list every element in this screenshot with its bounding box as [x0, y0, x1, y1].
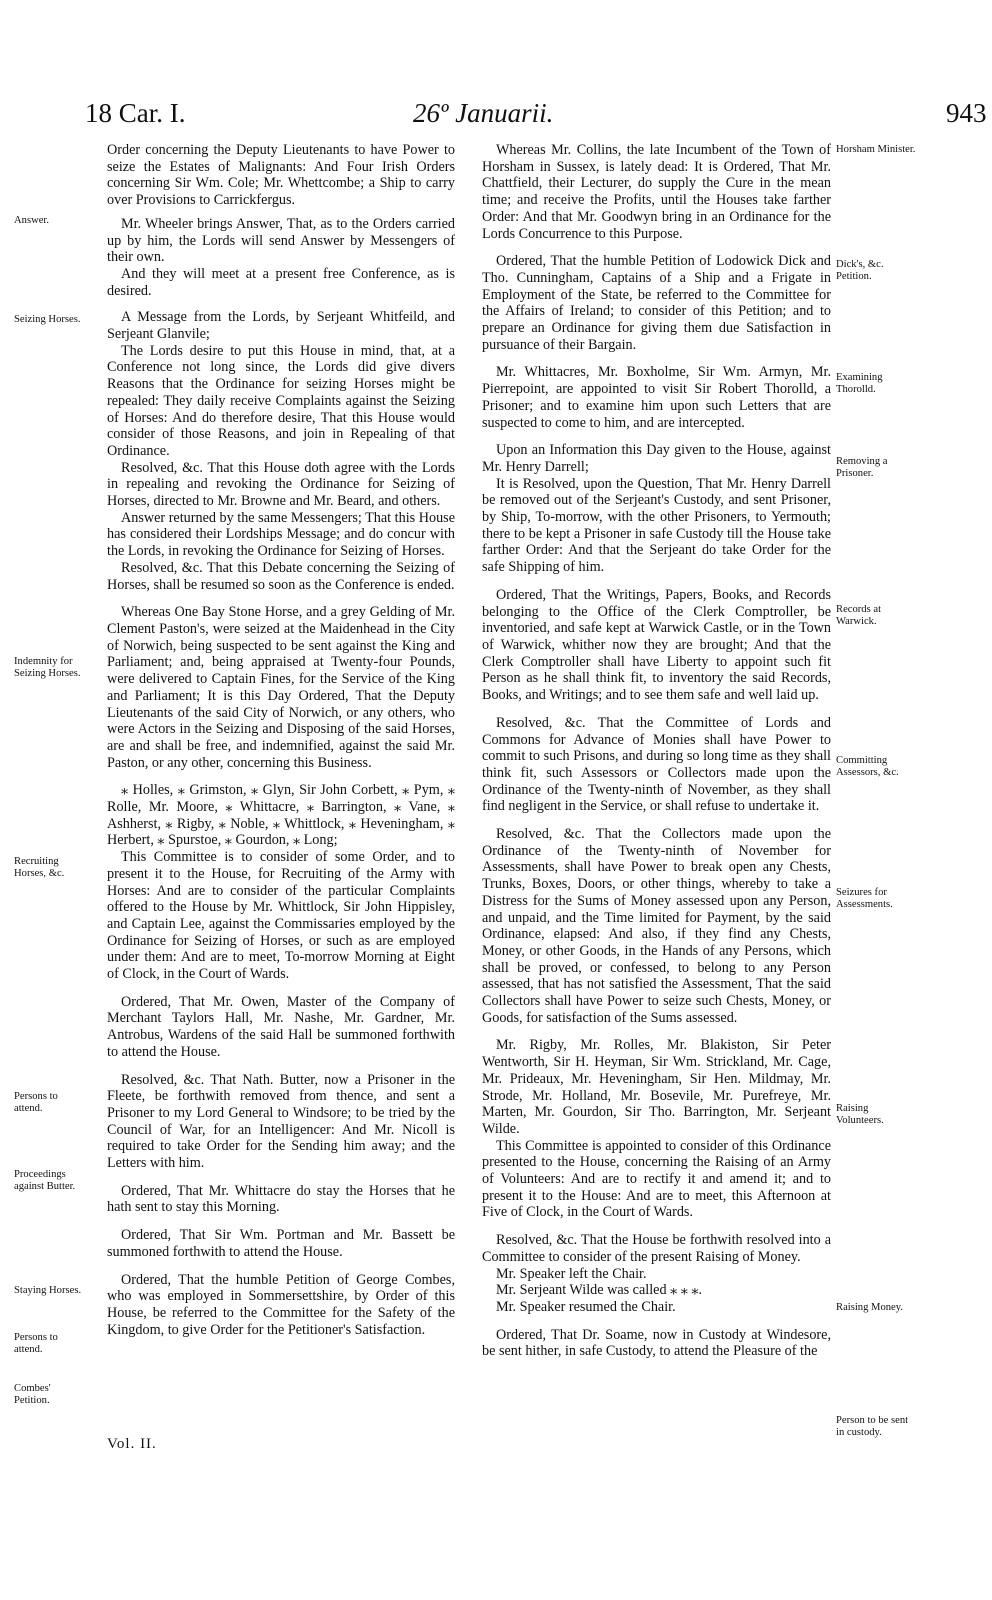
paragraph: Resolved, &c. That this Debate concerning the Seizing of Horses, shall be resumed so soon as the Conference is ended. — [107, 559, 455, 593]
paragraph: Mr. Whittacres, Mr. Boxholme, Sir Wm. Armyn, Mr. Pierrepoint, are appointed to visit Sir Robert Thorolld, a Prisoner; and to examine him upon such Letters that are suspected to come to him, and are intercepted. — [482, 364, 831, 431]
margin-note: Staying Horses. — [14, 1285, 82, 1296]
margin-note: Persons to attend. — [14, 1332, 58, 1356]
paragraph: Ordered, That Mr. Owen, Master of the Company of Merchant Taylors Hall, Mr. Nashe, Mr. Gardner, Mr. Antrobus, Wardens of the said Hall be summoned forthwith to attend the House. — [107, 993, 455, 1060]
margin-note: Persons to attend. — [14, 1091, 58, 1115]
paragraph: Order concerning the Deputy Lieutenants to have Power to seize the Estates of Malignants: And Four Irish Orders concerning Sir Wm. Cole; Mr. Whettcombe; a Ship to carry over Provisions to Carrickfergus. — [107, 142, 455, 209]
margin-note: Committing Assessors, &c. — [836, 755, 899, 779]
paragraph: Mr. Serjeant Wilde was called ⁎ ⁎ ⁎. — [496, 1282, 703, 1299]
paragraph: Ordered, That the Writings, Papers, Books, and Records belonging to the Office of the Clerk Comptroller, be inventoried, and safe kept at Warwick Castle, or in the Town of Warwick, whither now they are brought; And that the Clerk Comptroller shall have Liberty to appoint such fit Person as he shall think fit, to inventory the said Records, Books, and Writings; and to see them safe and well laid up. — [482, 586, 831, 704]
paragraph: Mr. Rigby, Mr. Rolles, Mr. Blakiston, Sir Peter Wentworth, Sir H. Heyman, Sir Wm. Strickland, Mr. Cage, Mr. Prideaux, Mr. Heveningham, Sir Hen. Mildmay, Mr. Strode, Mr. Holland, Mr. Bosevile, Mr. Purefreye, Mr. Marten, Mr. Gourdon, Sir Tho. Barrington, Mr. Serjeant Wilde. — [482, 1037, 831, 1137]
margin-note: Combes' Petition. — [14, 1383, 51, 1407]
margin-note: Examining Thorolld. — [836, 372, 883, 396]
margin-note: Answer. — [14, 215, 50, 226]
paragraph: Resolved, &c. That this House doth agree with the Lords in repealing and revoking the Ordinance for Seizing of Horses, directed to Mr. Browne and Mr. Beard, and others. — [107, 459, 455, 510]
margin-note: Raising Volunteers. — [836, 1103, 884, 1127]
paragraph: It is Resolved, upon the Question, That Mr. Henry Darrell be removed out of the Serjeant's Custody, and sent Prisoner, by Ship, To-morrow, with the other Prisoners, to Yermouth; there to be kept a Prisoner in safe Custody till the House take farther Order: And that the Serjeant do take Order for the safe Shipping of him. — [482, 475, 831, 576]
paragraph: Mr. Wheeler brings Answer, That, as to the Orders carried up by him, the Lords will send Answer by Messengers of their own. — [107, 215, 455, 266]
margin-note: Indemnity for Seizing Horses. — [14, 656, 81, 680]
margin-note: Proceedings against Butter. — [14, 1169, 76, 1193]
paragraph: Whereas Mr. Collins, the late Incumbent of the Town of Horsham in Sussex, is lately dead: It is Ordered, That Mr. Chattfield, their Lecturer, do supply the Cure in the mean time; and receive the Profits, until the Houses take farther Order: And that Mr. Goodwyn bring in an Ordinance for the Lords Concurrence to this Purpose. — [482, 142, 831, 242]
paragraph: Ordered, That Dr. Soame, now in Custody at Windesore, be sent hither, in safe Custody, to attend the Pleasure of the — [482, 1326, 831, 1360]
paragraph: This Committee is to consider of some Order, and to present it to the House, for Recruiting of the Army with Horses: And are to consider of the particular Complaints offered to the House by Mr. Whittlock, Sir John Hippisley, and Captain Lee, against the Commissaries employed by the Ordinance for Seizing of Horses, or such as are employed under them: And are to meet, To-morrow Morning at Eight of Clock, in the Court of Wards. — [107, 849, 455, 983]
page-header — [85, 98, 987, 138]
volume-footer: Vol. II. — [107, 1436, 157, 1452]
paragraph: Resolved, &c. That the Collectors made upon the Ordinance of the Twenty-ninth of November for Assessments, shall have Power to break open any Chests, Trunks, Boxes, Doors, or other things, whereby to take a Distress for the Sums of Money assessed upon any Person, and unpaid, and the Time limited for Payment, by the said Ordinance, elapsed: And also, if they find any Chests, Money, or other Goods, in the Hands of any Persons, which shall be proved, or confessed, to belong to any Person assessed, that has not satisfied the Assessment, That the said Collectors shall have Power to seize such Chests, Money, or Goods, for satisfaction of the Sums assessed. — [482, 826, 831, 1026]
paragraph: Ordered, That the humble Petition of Lodowick Dick and Tho. Cunningham, Captains of a Ship and a Frigate in Employment of the State, be referred to the Committee for the Affairs of Ireland; to consider of this Petition; and to prepare an Ordinance for giving them due Satisfaction in pursuance of their Bargain. — [482, 253, 831, 353]
margin-note: Dick's, &c. Petition. — [836, 259, 884, 283]
margin-note: Horsham Minister. — [836, 144, 916, 155]
paragraph: Mr. Speaker resumed the Chair. — [496, 1299, 676, 1315]
paragraph: Mr. Speaker left the Chair. — [496, 1265, 647, 1282]
paragraph: Upon an Information this Day given to the House, against Mr. Henry Darrell; — [482, 442, 831, 475]
left-column — [107, 142, 455, 1338]
margin-note: Seizing Horses. — [14, 314, 81, 325]
paragraph: Ordered, That Mr. Whittacre do stay the Horses that he hath sent to stay this Morning. — [107, 1182, 455, 1216]
margin-note: Removing a Prisoner. — [836, 456, 888, 480]
paragraph: This Committee is appointed to consider of this Ordinance presented to the House, concerning the Raising of an Army of Volunteers: And are to rectify it and amend it; and to present it to the House: And are to meet, this Afternoon at Five of Clock, in the Court of Wards. — [482, 1137, 831, 1221]
paragraph: Resolved, &c. That the House be forthwith resolved into a Committee to consider of the present Raising of Money. — [482, 1232, 831, 1265]
paragraph: And they will meet at a present free Conference, as is desired. — [107, 265, 455, 299]
margin-note: Records at Warwick. — [836, 604, 882, 628]
header-regnal-year: 18 Car. I. — [85, 98, 186, 128]
paragraph: Resolved, &c. That the Committee of Lords and Commons for Advance of Monies shall have Power to commit to such Prisons, and during so long time as they shall think fit, such Assessors or Collectors made upon the Ordinance of the Twenty-ninth of November, as they shall find negligent in the Service, or shall refuse to undertake it. — [482, 714, 831, 815]
paragraph: The Lords desire to put this House in mind, that, at a Conference not long since, the Lords did give divers Reasons that the Ordinance for seizing Horses might be repealed: They daily receive Complaints against the Seizing of Horses: And do therefore desire, That this House would consider of those Reasons, and join in Repealing of that Ordinance. — [107, 342, 455, 459]
margin-note: Person to be sent in custody. — [836, 1415, 909, 1439]
paragraph: Ordered, That Sir Wm. Portman and Mr. Bassett be summoned forthwith to attend the House. — [107, 1227, 455, 1260]
paragraph: A Message from the Lords, by Serjeant Whitfeild, and Serjeant Glanvile; — [107, 309, 455, 343]
right-column — [482, 142, 831, 1360]
header-date: 26º Januarii. — [413, 98, 554, 128]
paragraph: Whereas One Bay Stone Horse, and a grey Gelding of Mr. Clement Paston's, were seized at the Maidenhead in the City of Norwich, being suspected to be sent against the King and Parliament; and, being appraised at Twenty-four Pounds, were delivered to Captain Fines, for the Service of the King and Parliament; It is this Day Ordered, That the Deputy Lieutenants of the said City of Norwich, or any others, who were Actors in the Seizing and Disposing of the said Horses, are and shall be free, and indemnified, against the said Mr. Paston, or any other, concerning this Business. — [107, 604, 455, 771]
margin-note: Seizures for Assessments. — [836, 887, 893, 911]
header-page-number: 943 — [946, 98, 987, 128]
margin-note: Raising Money. — [836, 1302, 903, 1313]
paragraph: Resolved, &c. That Nath. Butter, now a Prisoner in the Fleete, be forthwith removed from thence, and sent a Prisoner to my Lord General to Windsore; to be tried by the Council of War, for an Intelligencer: And Mr. Nicoll is required to take Order for the Sending him away; and the Letters with him. — [107, 1071, 455, 1172]
paragraph: Answer returned by the same Messengers; That this House has considered their Lordships Message; and do concur with the Lords, in revoking the Ordinance for Seizing of Horses. — [107, 509, 455, 560]
paragraph: Ordered, That the humble Petition of George Combes, who was employed in Sommersettshire, by Order of this House, be referred to the Committee for the Safety of the Kingdom, to give Order for the Petitioner's Satisfaction. — [107, 1271, 455, 1338]
paragraph: ⁎ Holles, ⁎ Grimston, ⁎ Glyn, Sir John Corbett, ⁎ Pym, ⁎ Rolle, Mr. Moore, ⁎ Whittacre, ⁎ Barrington, ⁎ Vane, ⁎ Ashherst, ⁎ Rigby, ⁎ Noble, ⁎ Whittlock, ⁎ Heveningham, ⁎ Herbert, ⁎ Spurstoe, ⁎ Gourdon, ⁎ Long; — [107, 782, 455, 849]
margin-note: Recruiting Horses, &c. — [14, 856, 65, 880]
